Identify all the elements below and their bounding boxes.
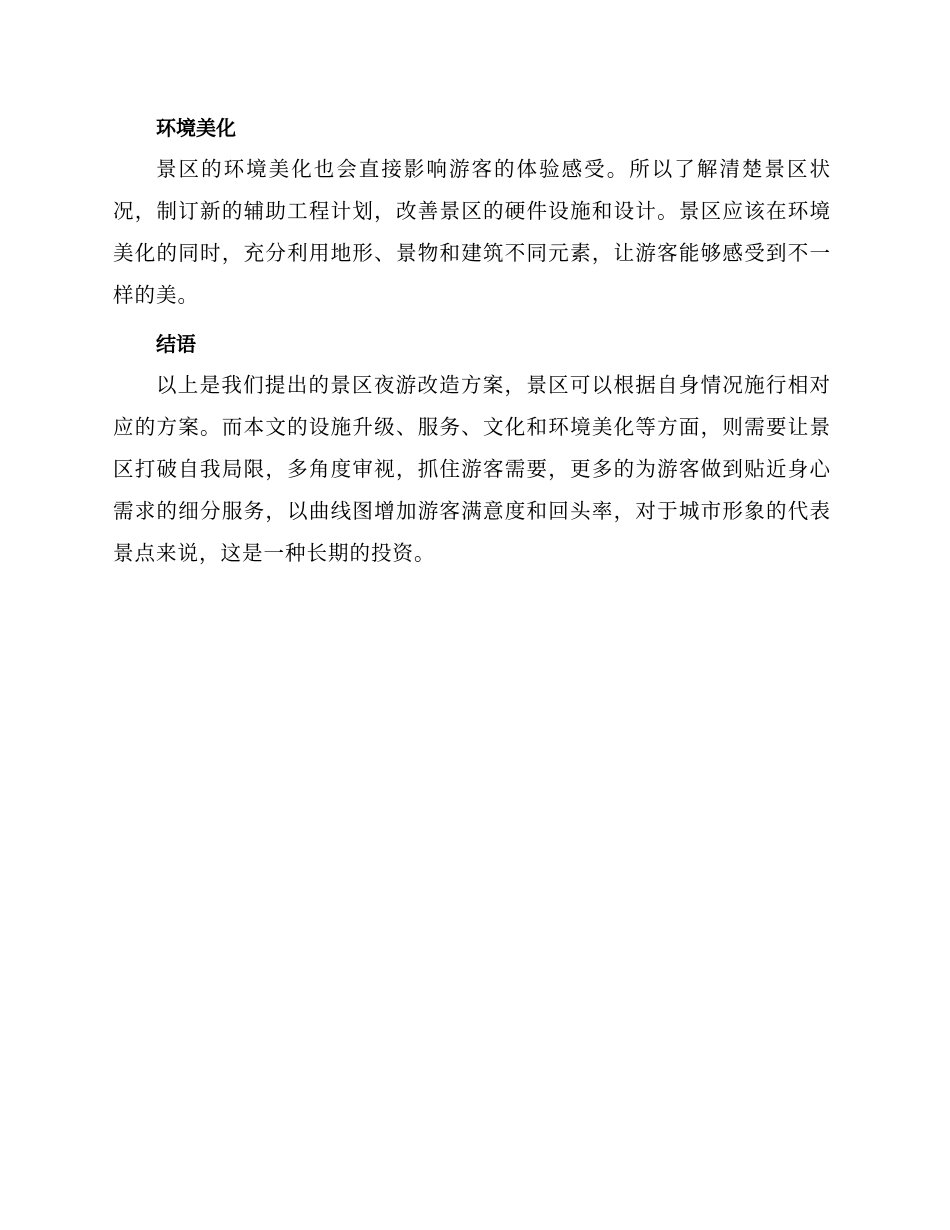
section-paragraph: 景区的环境美化也会直接影响游客的体验感受。所以了解清楚景区状况，制订新的辅助工程计划，改善景区的硬件设施和设计。景区应该在环境美化的同时，充分利用地形、景物和建筑不同元素，让游客能够感受到不一样的美。: [113, 157, 831, 307]
section-heading: 结语: [156, 332, 196, 356]
document-page: [113, 108, 831, 580]
section-paragraph: 以上是我们提出的景区夜游改造方案，景区可以根据自身情况施行相对应的方案。而本文的设施升级、服务、文化和环境美化等方面，则需要让景区打破自我局限，多角度审视，抓住游客需要，更多的为游客做到贴近身心需求的细分服务，以曲线图增加游客满意度和回头率，对于城市形象的代表景点来说，这是一种长期的投资。: [113, 373, 831, 565]
section-conclusion: [113, 324, 831, 574]
section-heading: 环境美化: [156, 116, 236, 140]
section-environment: [113, 108, 831, 316]
